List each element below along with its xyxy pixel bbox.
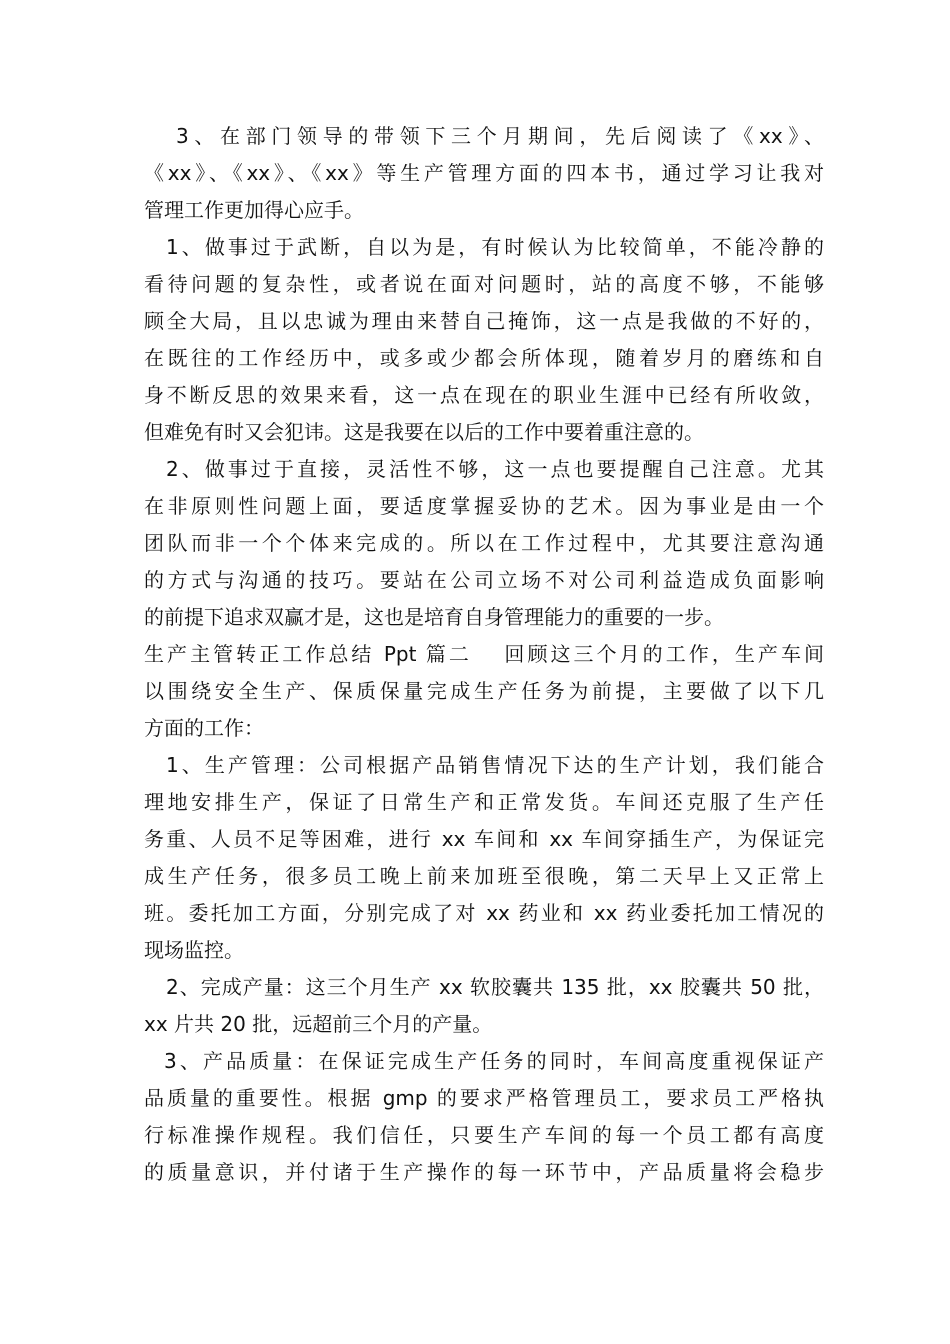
text-line: 3、在部门领导的带领下三个月期间，先后阅读了《xx》、 [176,124,824,148]
text-line: 2、做事过于直接，灵活性不够，这一点也要提醒自己注意。尤其 [166,457,824,481]
text-line: 3、产品质量：在保证完成生产任务的同时，车间高度重视保证产 [164,1049,824,1073]
text-line: 看待问题的复杂性，或者说在面对问题时，站的高度不够，不能够 [144,272,824,296]
text-line: xx 片共 20 批，远超前三个月的产量。 [144,1012,493,1036]
text-line: 的前提下追求双赢才是，这也是培育自身管理能力的重要的一步。 [144,605,724,629]
text-line: 班。委托加工方面，分别完成了对 xx 药业和 xx 药业委托加工情况的 [144,901,824,925]
text-line: 管理工作更加得心应手。 [144,198,364,222]
text-line: 的方式与沟通的技巧。要站在公司立场不对公司利益造成负面影响 [144,568,824,592]
text-line: 以围绕安全生产、保质保量完成生产任务为前提，主要做了以下几 [144,679,824,703]
text-line: 方面的工作： [144,716,264,740]
text-line: 1、生产管理：公司根据产品销售情况下达的生产计划，我们能合 [166,753,824,777]
text-line: 的质量意识，并付诸于生产操作的每一环节中，产品质量将会稳步 [144,1160,824,1184]
text-line: 理地安排生产，保证了日常生产和正常发货。车间还克服了生产任 [144,790,824,814]
text-line: 现场监控。 [144,938,244,962]
text-line: 1、做事过于武断，自以为是，有时候认为比较简单，不能冷静的 [166,235,824,259]
text-line: 在既往的工作经历中，或多或少都会所体现，随着岁月的磨练和自 [144,346,824,370]
text-line: 但难免有时又会犯讳。这是我要在以后的工作中要着重注意的。 [144,420,704,444]
text-line: 《xx》、《xx》、《xx》等生产管理方面的四本书，通过学习让我对 [144,161,824,185]
text-line: 务重、人员不足等困难，进行 xx 车间和 xx 车间穿插生产，为保证完 [144,827,824,851]
text-line: 生产主管转正工作总结 Ppt 篇二 回顾这三个月的工作，生产车间 [144,642,824,666]
text-line: 身不断反思的效果来看，这一点在现在的职业生涯中已经有所收敛， [144,383,824,407]
text-line: 成生产任务，很多员工晚上前来加班至很晚，第二天早上又正常上 [144,864,824,888]
document-body [144,118,824,1191]
text-line: 顾全大局，且以忠诚为理由来替自己掩饰，这一点是我做的不好的， [144,309,824,333]
text-line: 在非原则性问题上面，要适度掌握妥协的艺术。因为事业是由一个 [144,494,824,518]
text-line: 品质量的重要性。根据 gmp 的要求严格管理员工，要求员工严格执 [144,1086,824,1110]
text-line: 团队而非一个个体来完成的。所以在工作过程中，尤其要注意沟通 [144,531,824,555]
text-line: 行标准操作规程。我们信任，只要生产车间的每一个员工都有高度 [144,1123,824,1147]
text-line: 2、完成产量：这三个月生产 xx 软胶囊共 135 批，xx 胶囊共 50 批， [166,975,824,999]
